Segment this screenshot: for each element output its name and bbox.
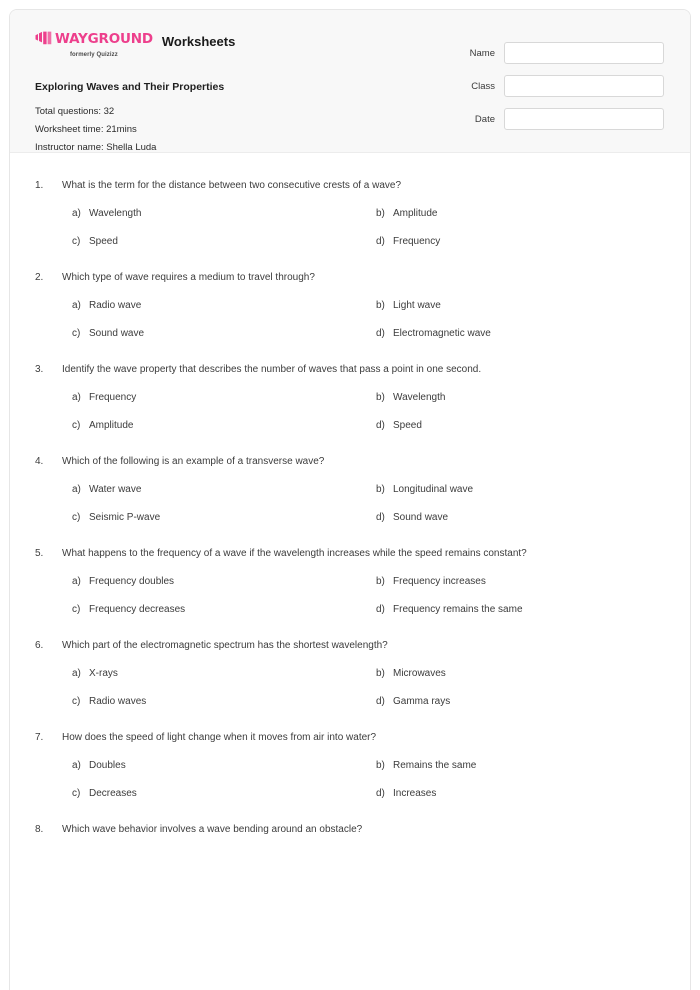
option-text: Microwaves — [393, 668, 446, 679]
option-letter: d) — [376, 420, 385, 431]
question-text: Which wave behavior involves a wave bending around an obstacle? — [62, 824, 363, 835]
option-text: Frequency increases — [393, 576, 486, 587]
option-letter: c) — [72, 236, 81, 247]
question-item — [35, 822, 665, 837]
option-letter: c) — [72, 420, 81, 431]
question-options — [72, 298, 665, 341]
answer-option[interactable] — [72, 390, 376, 405]
question-head — [35, 454, 665, 469]
option-text: Water wave — [89, 484, 142, 495]
answer-option[interactable] — [376, 206, 665, 221]
option-text: Increases — [393, 788, 437, 799]
option-text: Light wave — [393, 300, 441, 311]
option-text: Doubles — [89, 760, 126, 771]
answer-option[interactable] — [72, 786, 376, 801]
answer-option[interactable] — [376, 694, 665, 709]
question-number: 1. — [35, 180, 44, 191]
option-text: X-rays — [89, 668, 118, 679]
option-letter: d) — [376, 236, 385, 247]
question-options — [72, 390, 665, 433]
answer-option[interactable] — [72, 482, 376, 497]
question-text: Which of the following is an example of a transverse wave? — [62, 456, 325, 467]
app-title: Worksheets — [161, 34, 236, 49]
wayground-logo[interactable] — [35, 30, 153, 58]
logo-subtitle: formerly Quizizz — [69, 52, 118, 58]
option-letter: b) — [376, 392, 385, 403]
student-info-fields — [461, 29, 672, 130]
worksheet-time-text: Worksheet time: 21mins — [35, 124, 137, 135]
option-letter: a) — [72, 392, 81, 403]
option-text: Frequency remains the same — [393, 604, 523, 615]
question-item — [35, 270, 665, 341]
name-input[interactable] — [504, 42, 664, 64]
question-options — [72, 482, 665, 525]
date-label: Date — [474, 113, 495, 125]
option-letter: c) — [72, 788, 81, 799]
question-item — [35, 546, 665, 617]
question-text: How does the speed of light change when it moves from air into water? — [62, 732, 377, 743]
option-letter: d) — [376, 788, 385, 799]
class-input[interactable] — [504, 75, 664, 97]
header-left-column — [35, 29, 235, 157]
question-head — [35, 730, 665, 745]
answer-option[interactable] — [376, 234, 665, 249]
option-text: Longitudinal wave — [393, 484, 474, 495]
name-label: Name — [469, 47, 495, 59]
question-item — [35, 178, 665, 249]
option-letter: a) — [72, 300, 81, 311]
question-number: 5. — [35, 548, 44, 559]
answer-option[interactable] — [376, 574, 665, 589]
question-item — [35, 730, 665, 801]
question-text: What happens to the frequency of a wave if the wavelength increases while the speed remains constant? — [62, 548, 527, 559]
question-number: 8. — [35, 824, 44, 835]
questions-list — [10, 153, 690, 837]
date-field-row — [461, 108, 664, 130]
question-head — [35, 638, 665, 653]
option-letter: a) — [72, 760, 81, 771]
answer-option[interactable] — [72, 758, 376, 773]
answer-option[interactable] — [72, 694, 376, 709]
answer-option[interactable] — [72, 326, 376, 341]
question-number: 2. — [35, 272, 44, 283]
option-letter: b) — [376, 300, 385, 311]
question-options — [72, 206, 665, 249]
answer-option[interactable] — [376, 758, 665, 773]
option-text: Seismic P-wave — [89, 512, 161, 523]
brand-row — [35, 30, 235, 58]
answer-option[interactable] — [72, 418, 376, 433]
option-text: Sound wave — [89, 328, 145, 339]
answer-option[interactable] — [72, 510, 376, 525]
question-head — [35, 822, 665, 837]
option-text: Electromagnetic wave — [393, 328, 491, 339]
question-head — [35, 362, 665, 377]
option-letter: d) — [376, 328, 385, 339]
question-head — [35, 270, 665, 285]
option-letter: b) — [376, 208, 385, 219]
answer-option[interactable] — [376, 786, 665, 801]
option-letter: d) — [376, 696, 385, 707]
option-text: Radio waves — [89, 696, 147, 707]
option-letter: b) — [376, 668, 385, 679]
answer-option[interactable] — [72, 234, 376, 249]
answer-option[interactable] — [376, 666, 665, 681]
option-letter: c) — [72, 512, 81, 523]
answer-option[interactable] — [72, 574, 376, 589]
instructor-name-text: Instructor name: Shella Luda — [35, 142, 157, 153]
question-text: Which type of wave requires a medium to travel through? — [62, 272, 315, 283]
class-field-row — [461, 75, 664, 97]
answer-option[interactable] — [376, 326, 665, 341]
question-text: Which part of the electromagnetic spectrum has the shortest wavelength? — [62, 640, 388, 651]
answer-option[interactable] — [376, 482, 665, 497]
question-options — [72, 758, 665, 801]
answer-option[interactable] — [376, 298, 665, 313]
answer-option[interactable] — [376, 510, 665, 525]
question-head — [35, 546, 665, 561]
name-field-row — [461, 42, 664, 64]
option-letter: c) — [72, 604, 81, 615]
option-text: Gamma rays — [393, 696, 451, 707]
question-text: What is the term for the distance between two consecutive crests of a wave? — [62, 180, 402, 191]
option-letter: b) — [376, 484, 385, 495]
question-number: 6. — [35, 640, 44, 651]
logo-wordmark: WAYGROUND — [55, 31, 153, 48]
question-text: Identify the wave property that describes the number of waves that pass a point in one second. — [62, 364, 482, 375]
option-letter: c) — [72, 328, 81, 339]
answer-option[interactable] — [72, 206, 376, 221]
question-item — [35, 638, 665, 709]
option-letter: d) — [376, 512, 385, 523]
option-letter: a) — [72, 208, 81, 219]
wayground-bars-icon — [35, 31, 52, 49]
answer-option[interactable] — [72, 602, 376, 617]
option-letter: a) — [72, 484, 81, 495]
question-number: 4. — [35, 456, 44, 467]
question-options — [72, 666, 665, 709]
answer-option[interactable] — [72, 666, 376, 681]
option-text: Remains the same — [393, 760, 477, 771]
option-text: Frequency — [393, 236, 441, 247]
question-number: 3. — [35, 364, 44, 375]
worksheet-header — [10, 10, 690, 153]
worksheet-meta — [35, 103, 235, 157]
question-head — [35, 178, 665, 193]
worksheet-title: Exploring Waves and Their Properties — [35, 81, 225, 93]
question-number: 7. — [35, 732, 44, 743]
option-text: Wavelength — [89, 208, 142, 219]
question-options — [72, 574, 665, 617]
option-text: Frequency decreases — [89, 604, 186, 615]
date-input[interactable] — [504, 108, 664, 130]
option-letter: b) — [376, 576, 385, 587]
option-text: Wavelength — [393, 392, 446, 403]
question-item — [35, 454, 665, 525]
answer-option[interactable] — [376, 602, 665, 617]
option-text: Speed — [89, 236, 118, 247]
option-text: Frequency — [89, 392, 137, 403]
answer-option[interactable] — [376, 390, 665, 405]
logo-main — [35, 31, 153, 49]
answer-option[interactable] — [72, 298, 376, 313]
question-item — [35, 362, 665, 433]
total-questions-text: Total questions: 32 — [35, 106, 115, 117]
option-text: Sound wave — [393, 512, 449, 523]
option-letter: a) — [72, 576, 81, 587]
option-letter: b) — [376, 760, 385, 771]
answer-option[interactable] — [376, 418, 665, 433]
option-text: Amplitude — [89, 420, 134, 431]
option-text: Speed — [393, 420, 422, 431]
worksheet-sheet — [9, 9, 691, 990]
option-letter: d) — [376, 604, 385, 615]
class-label: Class — [471, 80, 495, 92]
option-text: Radio wave — [89, 300, 142, 311]
option-letter: a) — [72, 668, 81, 679]
option-text: Amplitude — [393, 208, 438, 219]
option-text: Decreases — [89, 788, 137, 799]
option-text: Frequency doubles — [89, 576, 175, 587]
option-letter: c) — [72, 696, 81, 707]
